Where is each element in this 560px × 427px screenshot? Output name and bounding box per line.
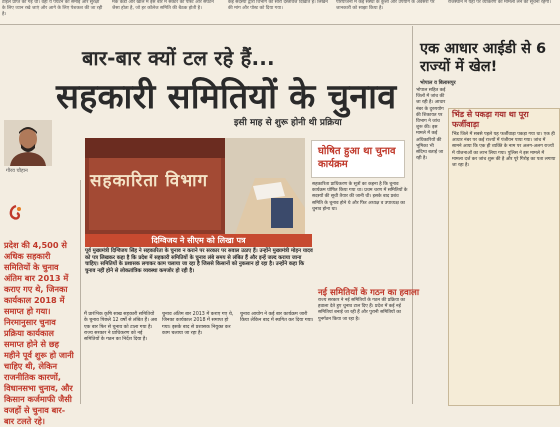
- right-column-rule: [412, 26, 413, 404]
- top-column-1: र्टाइल प्राप्त की गई थी। वहाँ ये पर्यटन को समाई और सुरक्षा के लिए ध्यान रखे जाएं और आगे के लिए पेशकश की जा रही है।: [2, 0, 103, 18]
- election-program-heading: घोषित हुआ था चुनाव कार्यक्रम: [318, 146, 396, 170]
- swirl-logo-icon: [6, 204, 26, 224]
- new-committees-text: राज्य सरकार ने नई समितियों के गठन की प्रक्रिया का हवाला देते हुए चुनाव टाल दिए हैं। प्रदेश में कई नई समितियां बनाई जा रही हैं और पुरानी समितियों का पुनर्गठन किया जा रहा है।: [318, 298, 406, 322]
- right-dateline: भोपाल व बिलासपुर: [420, 80, 456, 86]
- top-strip: [0, 0, 560, 24]
- headline-line-1: बार-बार क्यों टल रहे हैं...: [82, 46, 275, 70]
- reporter-portrait-icon: [4, 120, 52, 166]
- photo-sign-text: सहकारिता विभाग: [90, 171, 209, 191]
- pull-quote: प्रदेश की 4,500 से अधिक सहकारी समितियों के चुनाव अंतिम बार 2013 में कराए गए थे, जिनका कार्यकाल 2018 में समाप्त हो गया। निरमानुसार चुनाव प्रक्रिया कार्यकाल समाप्त होने से छह महीने पूर्व शुरू हो जानी चाहिए थी, लेकिन राजनीतिक कारणों, विधानसभा चुनाव, और किसान कर्जमाफी जैसी वजहों से चुनाव बार-बार टलते रहे।: [4, 240, 74, 426]
- body-column-1: मैं प्रारंभिक कृषि साख सहकारी समितियों के चुनाव पिछले 12 वर्षों से लंबित हैं। अब एक बार फिर से चुनाव को टाला गया है। राज्य सरकार ने प्राधिकरण को नई समितियों के गठन का निर्देश दिया है।: [84, 312, 157, 343]
- body-column-2: चुनाव अंतिम बार 2013 में कराए गए थे, जिनका कार्यकाल 2018 में समाप्त हो गया। इसके बाद से प्रशासक नियुक्त कर काम चलाया जा रहा है।: [162, 312, 234, 336]
- reporter-name: गौरव चौहान: [6, 168, 28, 174]
- fraud-box-title: भिंड से पकड़ा गया था पूरा फर्जीवाड़ा: [452, 110, 529, 129]
- right-column-text: भोपाल सहित कई जिलों में जांच की जा रही है। आधार नंबर के दुरुपयोग की शिकायत पर विभाग ने जांच शुरू की। इस मामले में कई अधिकारियों की भूमिका भी संदिग्ध बताई जा रही है।: [416, 88, 446, 162]
- left-column-rule: [80, 180, 81, 404]
- top-divider: [0, 24, 560, 25]
- body-column-3: चुनाव आयोग ने कई बार कार्यक्रम जारी किया लेकिन बाद में स्थगित कर दिया गया।: [240, 312, 314, 324]
- right-headline: एक आधार आईडी से 6 राज्यों में खेल!: [420, 41, 547, 75]
- election-program-box: [311, 140, 405, 178]
- caption-bar: दिग्विजय ने सीएम को लिखा पत्र: [85, 234, 312, 247]
- top-column-4: परियोजना में कई संस्था के कुत्तों और उपयोग के अवसरों पर जानकारी को साझा किया है।: [336, 0, 435, 12]
- top-column-2: मेक केडी और खाल में इस बारे में सेक्टर की पोस्ट और संघटन जैसा होता है, जो हर कॉलेज समिति की बैठक होती है।: [112, 0, 214, 12]
- headline-line-2: सहकारी समितियों के चुनाव: [56, 77, 397, 117]
- election-program-text: सहकारिता प्राधिकरण के सूत्रों का कहना है कि चुनाव कार्यक्रम घोषित किया गया था। प्रथम चरण में समितियों के सदस्यों की सूची तैयार की जानी थी। इसके बाद प्रबंध समिति के चुनाव होने थे और फिर अध्यक्ष व उपाध्यक्ष का चुनाव होना था।: [312, 182, 408, 212]
- top-column-3: कई सदस्यों द्वारा विभाग का सारा दस्तावेज दिखाते हैं। लिखने की मांग और पोस्ट को दिया गया।: [228, 0, 328, 12]
- reporter-photo: [4, 120, 52, 166]
- intro-paragraph: पूर्व मुख्यमंत्री दिग्विजय सिंह ने सहकारिता के चुनाव न कराने पर सरकार पर सवाल उठाए हैं। उन्होंने मुख्यमंत्री मोहन यादव को पत्र लिखकर कहा है कि प्रदेश में सहकारी समितियों के चुनाव लंबे समय से लंबित हैं और इन्हें जल्द कराया जाना चाहिए। समितियों के प्रशासक लगाकर काम चलाया जा रहा है जिससे किसानों को नुकसान हो रहा है। उन्होंने कहा कि चुनाव नहीं होने से लोकतांत्रिक व्यवस्था कमजोर हो रही है।: [85, 248, 313, 274]
- new-committees-heading: नई समितियों के गठन का हवाला: [318, 288, 420, 298]
- subheadline: इसी माह से शुरू होनी थी प्रक्रिया: [234, 118, 342, 128]
- top-column-5: राजस्थान में यहां पर व्याकरण का मामला लेने की सूचना रहेगी।: [448, 0, 551, 5]
- fraud-box-text: भिंड जिले में सबसे पहले यह फर्जीवाड़ा पकड़ा गया था। एक ही आधार नंबर पर कई राज्यों में पंजीयन पाया गया। जांच में सामने आया कि एक ही व्यक्ति के नाम पर अलग-अलग राज्यों में योजनाओं का लाभ लिया गया। पुलिस ने इस मामले में मामला दर्ज कर जांच शुरू की है और पूरे गिरोह का पता लगाया जा रहा है।: [452, 132, 556, 169]
